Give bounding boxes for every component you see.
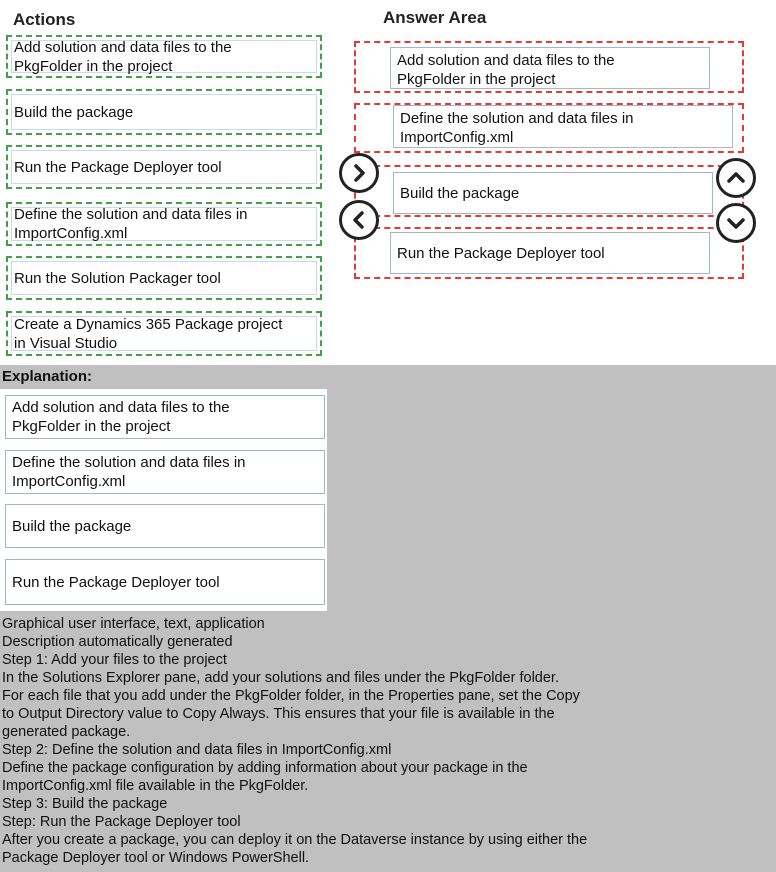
action-item-label: Run the Package Deployer tool	[14, 158, 222, 176]
explanation-line: In the Solutions Explorer pane, add your solutions and files under the PkgFolder folder.	[2, 670, 559, 686]
explanation-line: Graphical user interface, text, application	[2, 616, 265, 632]
explanation-line: Step: Run the Package Deployer tool	[2, 814, 241, 830]
action-item-label: Create a Dynamics 365 Package project in Visual Studio	[14, 315, 283, 352]
move-down-button[interactable]	[716, 203, 756, 243]
action-item-label: Run the Solution Packager tool	[14, 269, 221, 287]
explanation-line: generated package.	[2, 724, 131, 740]
action-item-build-package[interactable]	[6, 89, 322, 135]
action-item-add-files[interactable]	[6, 35, 322, 78]
chevron-down-icon	[724, 211, 748, 235]
action-item-define-solution[interactable]	[6, 202, 322, 246]
explanation-line: Step 1: Add your files to the project	[2, 652, 227, 668]
explanation-line: For each file that you add under the PkgFolder folder, in the Properties pane, set the Copy	[2, 688, 580, 704]
chevron-left-icon	[347, 208, 371, 232]
action-item-label: Add solution and data files to the PkgFolder in the project	[14, 38, 232, 75]
action-item-run-solution-packager[interactable]	[6, 256, 322, 300]
explanation-text	[2, 615, 772, 867]
explanation-line: Step 2: Define the solution and data files in ImportConfig.xml	[2, 742, 392, 758]
chevron-up-icon	[724, 166, 748, 190]
answer-item-run-package-deployer[interactable]: Run the Package Deployer tool	[390, 232, 710, 274]
explanation-box: Add solution and data files to the PkgFolder in the project	[5, 395, 325, 439]
explanation-line: Description automatically generated	[2, 634, 233, 650]
action-item-label: Build the package	[14, 103, 134, 121]
answer-item-define-solution[interactable]: Define the solution and data files in ImportConfig.xml	[393, 105, 733, 148]
explanation-line: ImportConfig.xml file available in the PkgFolder.	[2, 778, 309, 794]
action-item-run-package-deployer[interactable]	[6, 145, 322, 189]
explanation-line: After you create a package, you can deploy it on the Dataverse instance by using either the	[2, 832, 588, 848]
explanation-line: Define the package configuration by adding information about your package in the	[2, 760, 528, 776]
action-item-create-package-project[interactable]	[6, 311, 322, 356]
action-item-label: Define the solution and data files in ImportConfig.xml	[14, 206, 248, 242]
answer-item-add-files[interactable]: Add solution and data files to the PkgFolder in the project	[390, 47, 710, 89]
actions-header: Actions	[13, 10, 76, 29]
chevron-right-icon	[347, 161, 371, 185]
explanation-line: Package Deployer tool or Windows PowerShell.	[2, 850, 310, 866]
explanation-title: Explanation:	[2, 368, 93, 385]
explanation-box: Run the Package Deployer tool	[5, 559, 325, 605]
answer-area-header: Answer Area	[383, 8, 487, 27]
explanation-line: to Output Directory value to Copy Always. This ensures that your file is available in the	[2, 706, 555, 722]
question-panel	[0, 0, 776, 365]
move-right-button[interactable]	[339, 153, 379, 193]
explanation-line: Step 3: Build the package	[2, 796, 168, 812]
explanation-box: Define the solution and data files in ImportConfig.xml	[5, 450, 325, 494]
explanation-answer-image	[0, 389, 327, 611]
answer-item-build-package[interactable]: Build the package	[393, 172, 713, 214]
move-up-button[interactable]	[716, 158, 756, 198]
explanation-box: Build the package	[5, 504, 325, 548]
move-left-button[interactable]	[339, 200, 379, 240]
